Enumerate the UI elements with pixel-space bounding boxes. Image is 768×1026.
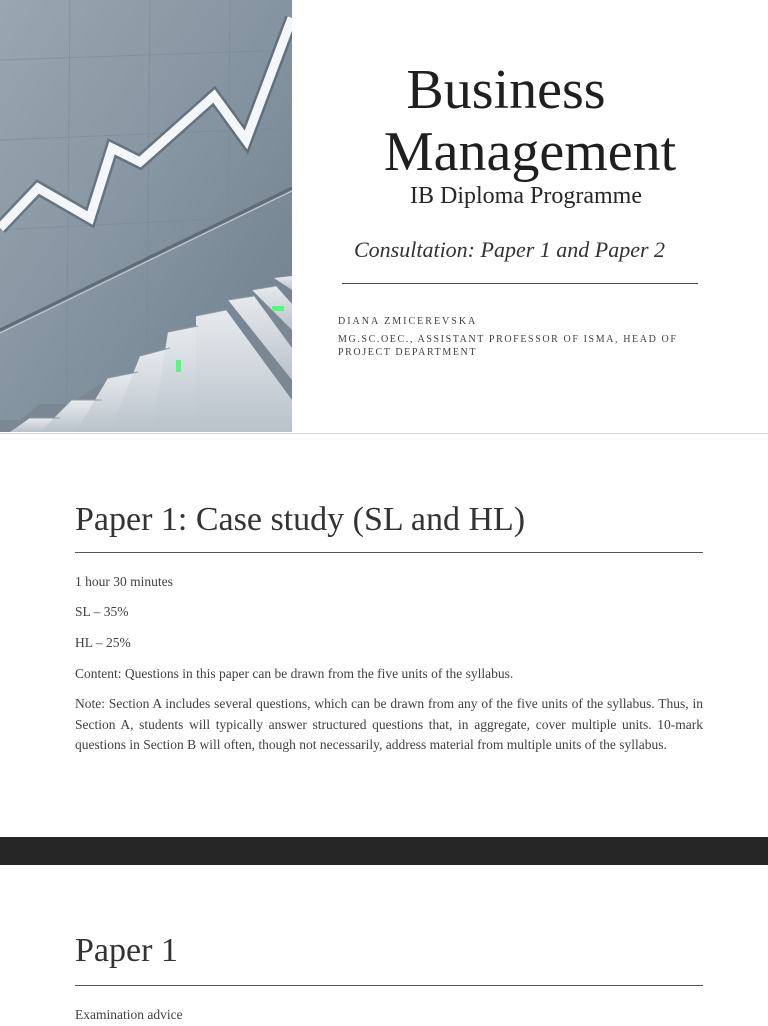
heading-divider [75,985,703,986]
slide-separator-band [0,837,768,865]
slide-heading: Paper 1: Case study (SL and HL) [75,501,526,538]
author-affiliation: MG.SC.OEC., ASSISTANT PROFESSOR OF ISMA, HEAD OF PROJECT DEPARTMENT [338,334,678,358]
title-line-2: Management [383,121,677,183]
content-text: Content: Questions in this paper can be drawn from the five units of the syllabus. [75,666,514,681]
title-slide [0,0,768,432]
slide-heading: Paper 1 [75,932,178,969]
title-divider [342,283,698,284]
duration-text: 1 hour 30 minutes [75,574,173,589]
sl-weight-text: SL – 35% [75,604,129,619]
hl-weight-text: HL – 25% [75,635,131,650]
paper1-advice-slide [0,865,768,1024]
hero-image-stairs-growth-arrow [0,0,292,432]
title-block [292,0,768,432]
consultation-subtitle: Consultation: Paper 1 and Paper 2 [354,237,666,262]
heading-divider [75,552,703,553]
note-text: Note: Section A includes several questions, which can be drawn from any of the five units of the syllabus. Thus, in Section A, students will typically answer structured questions that, in aggregate, cover multiple units. 10-mark questions in Section B will often, though not necessarily, address material from multiple units of the syllabus. [75,696,703,752]
subtitle: IB Diploma Programme [410,183,642,209]
title-line-1: Business [406,59,606,121]
examination-advice-text: Examination advice [75,1007,183,1022]
author-name: DIANA ZMICEREVSKA [338,316,478,327]
paper1-case-study-slide [0,433,768,838]
